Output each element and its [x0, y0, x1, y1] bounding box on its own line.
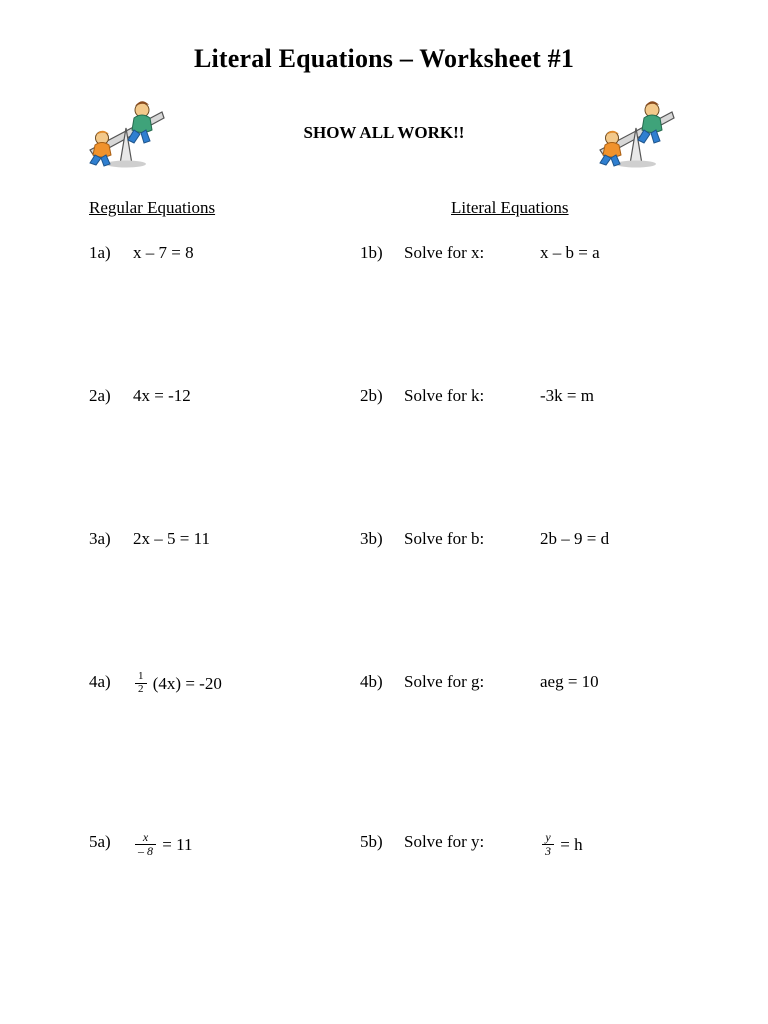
problem-number-left: 4a) [89, 672, 111, 691]
problem-equation-right: x – b = a [540, 243, 600, 262]
problem-prompt-right: Solve for b: [404, 529, 485, 548]
problem-row [0, 672, 768, 712]
problem-equation-right: -3k = m [540, 386, 594, 405]
equation-suffix: = 11 [162, 835, 193, 855]
column-heading-regular: Regular Equations [89, 198, 216, 217]
fraction-numerator: y [545, 830, 551, 844]
column-heading-literal: Literal Equations [451, 198, 569, 217]
fraction-one-half [135, 671, 147, 695]
problem-number-left: 3a) [89, 529, 111, 548]
instruction-text: SHOW ALL WORK!! [303, 123, 465, 142]
page-title: Literal Equations – Worksheet #1 [193, 44, 575, 73]
fraction-denominator: – 8 [135, 844, 156, 858]
fraction-numerator: x [142, 830, 149, 844]
problem-row [0, 832, 768, 872]
problem-number-right: 1b) [360, 243, 383, 262]
equation-suffix: = h [560, 835, 583, 855]
problem-equation-left: x – 7 = 8 [133, 243, 194, 262]
problem-equation-left [133, 832, 192, 858]
problem-number-left: 5a) [89, 832, 111, 851]
equation-suffix: (4x) = -20 [152, 674, 222, 694]
problem-equation-left: 4x = -12 [133, 386, 191, 405]
problem-prompt-right: Solve for g: [404, 672, 485, 691]
problem-number-right: 3b) [360, 529, 383, 548]
problem-number-right: 2b) [360, 386, 383, 405]
fraction-x-over-neg8 [135, 831, 156, 857]
problem-equation-right [540, 832, 583, 858]
fraction-numerator: 1 [138, 670, 144, 682]
problem-number-left: 2a) [89, 386, 111, 405]
seesaw-kids-clipart [594, 94, 678, 168]
problem-equation-left: 2x – 5 = 11 [133, 529, 210, 548]
problem-number-right: 4b) [360, 672, 383, 691]
fraction-y-over-3 [542, 831, 554, 857]
problem-prompt-right: Solve for y: [404, 832, 485, 851]
problem-equation-right: 2b – 9 = d [540, 529, 610, 548]
seesaw-kids-clipart [84, 94, 168, 168]
problem-prompt-right: Solve for k: [404, 386, 485, 405]
problem-prompt-right: Solve for x: [404, 243, 485, 262]
problem-number-left: 1a) [89, 243, 111, 262]
problem-equation-right: aeg = 10 [540, 672, 599, 691]
problem-row [0, 243, 768, 283]
problem-number-right: 5b) [360, 832, 383, 851]
fraction-denominator: 2 [135, 683, 147, 696]
problem-row [0, 529, 768, 569]
problem-row [0, 386, 768, 426]
problem-equation-left [133, 672, 222, 696]
fraction-denominator: 3 [542, 844, 554, 858]
